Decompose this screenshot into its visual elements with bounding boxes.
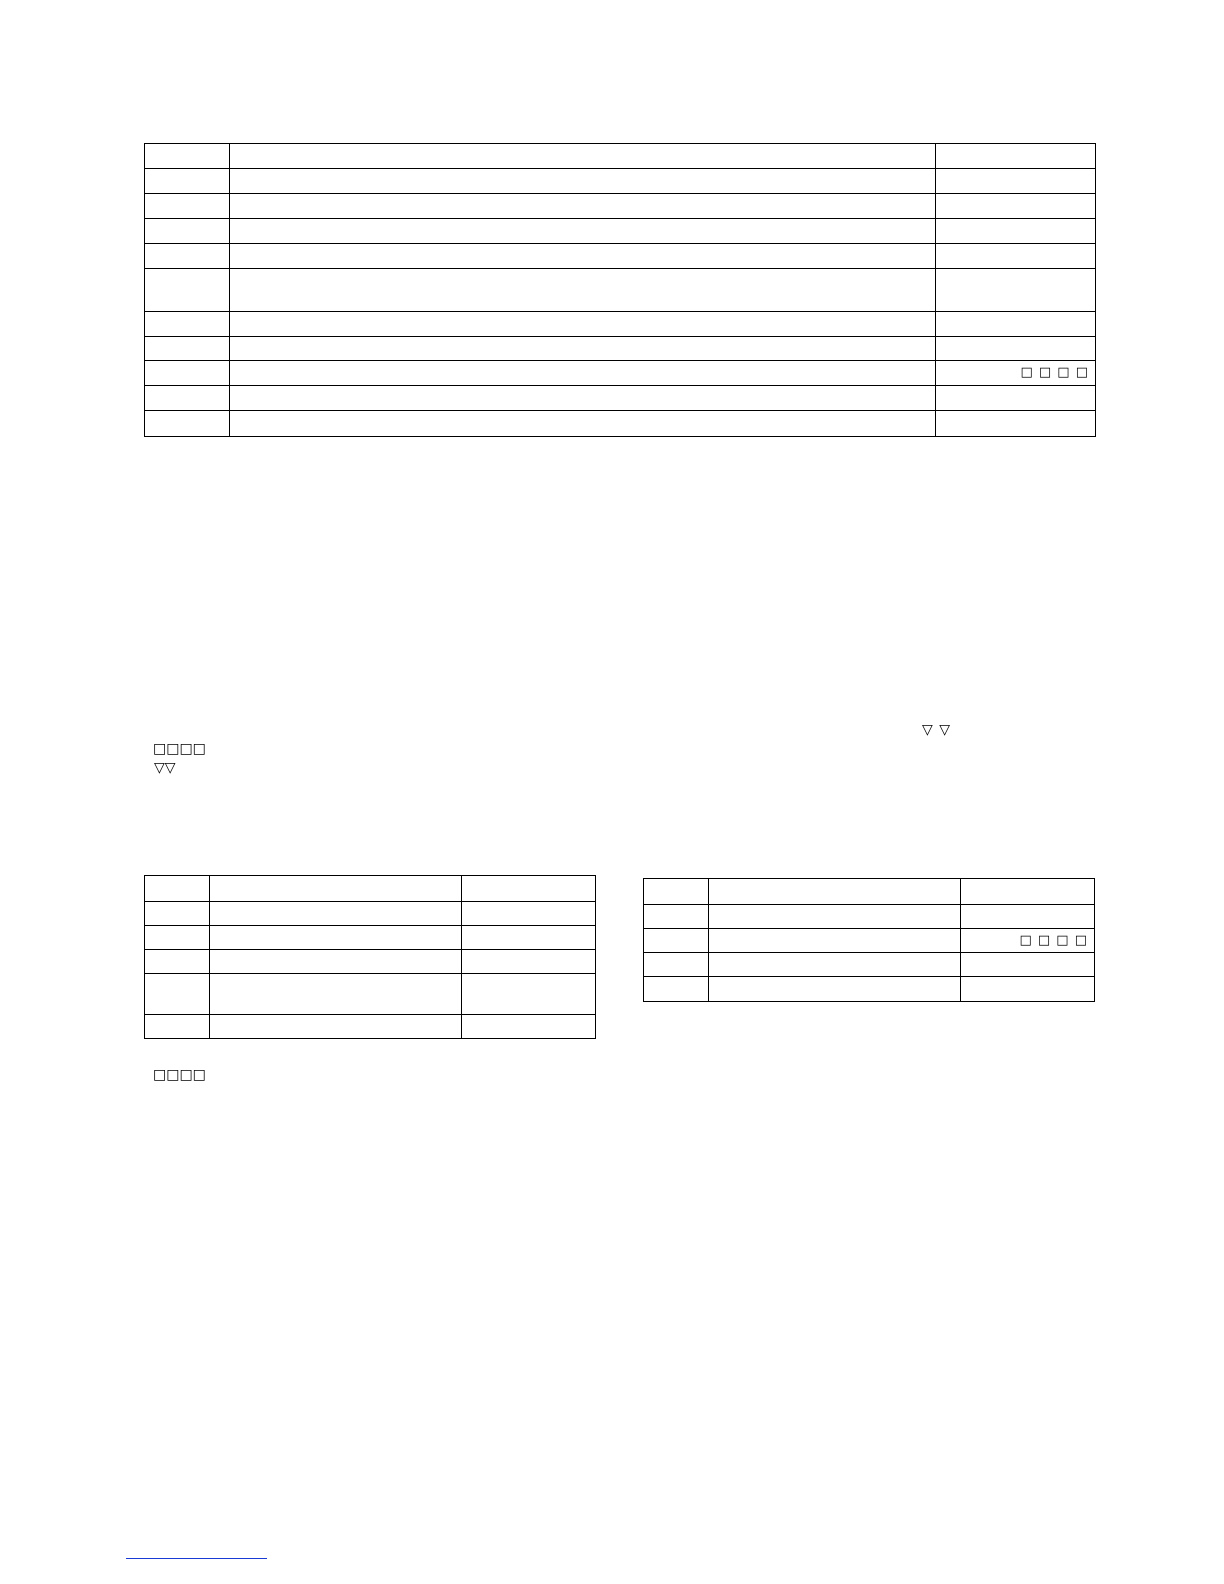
table-cell	[644, 929, 709, 953]
table-cell	[145, 974, 210, 1015]
footer-link-underline	[126, 1558, 267, 1559]
table-cell	[644, 879, 709, 905]
table-row	[145, 337, 1096, 361]
table-cell	[230, 194, 936, 219]
square-glyphs-cell: □ □ □ □	[961, 929, 1095, 953]
table-cell	[145, 1015, 210, 1039]
table-row	[145, 244, 1096, 269]
table-cell	[145, 269, 230, 312]
table-cell	[210, 974, 462, 1015]
table-cell	[145, 144, 230, 169]
table-cell	[230, 144, 936, 169]
table-cell	[462, 876, 596, 902]
table-cell	[961, 953, 1095, 977]
table-cell	[936, 337, 1096, 361]
table-row	[644, 977, 1095, 1002]
table-row	[644, 879, 1095, 905]
table-cell	[462, 902, 596, 926]
table-cell	[936, 194, 1096, 219]
table-cell	[644, 977, 709, 1002]
table-cell	[709, 929, 961, 953]
table-row	[145, 386, 1096, 411]
table-row	[644, 905, 1095, 929]
table-cell	[644, 905, 709, 929]
left-table	[144, 875, 596, 1039]
table-cell	[936, 144, 1096, 169]
table-cell	[210, 876, 462, 902]
table-cell	[936, 269, 1096, 312]
table-cell	[709, 977, 961, 1002]
table-cell	[709, 953, 961, 977]
table-cell	[230, 361, 936, 386]
triangle-marks-right: ▽ ▽	[922, 722, 951, 738]
table-cell	[145, 926, 210, 950]
table-row	[145, 926, 596, 950]
table-cell	[961, 905, 1095, 929]
table-cell	[145, 219, 230, 244]
table-cell	[145, 244, 230, 269]
table-cell	[230, 169, 936, 194]
table-cell	[145, 902, 210, 926]
table-cell	[709, 879, 961, 905]
table-cell	[462, 926, 596, 950]
table-row	[145, 144, 1096, 169]
triangle-marks-left: ▽▽	[154, 760, 176, 776]
table-cell	[145, 361, 230, 386]
table-cell	[936, 169, 1096, 194]
table-cell	[936, 411, 1096, 437]
table-cell	[936, 386, 1096, 411]
table-row	[145, 902, 596, 926]
table-cell	[210, 902, 462, 926]
table-row	[145, 312, 1096, 337]
square-glyphs-cell: □ □ □ □	[936, 361, 1096, 386]
table-cell	[230, 219, 936, 244]
table-cell	[230, 386, 936, 411]
table-cell	[230, 411, 936, 437]
table-row	[145, 169, 1096, 194]
table-cell	[145, 169, 230, 194]
table-row	[145, 876, 596, 902]
table-cell	[462, 1015, 596, 1039]
main-table	[144, 143, 1096, 437]
table-row	[145, 411, 1096, 437]
table-row	[145, 1015, 596, 1039]
table-cell	[936, 312, 1096, 337]
table-cell	[936, 244, 1096, 269]
table-row	[145, 219, 1096, 244]
table-cell	[145, 194, 230, 219]
table-cell	[462, 950, 596, 974]
table-row	[145, 974, 596, 1015]
table-cell	[145, 386, 230, 411]
table-cell	[709, 905, 961, 929]
table-row	[145, 269, 1096, 312]
table-cell	[210, 926, 462, 950]
table-cell	[230, 312, 936, 337]
table-row	[644, 929, 1095, 953]
table-cell	[145, 950, 210, 974]
table-cell	[961, 977, 1095, 1002]
table-cell	[230, 269, 936, 312]
table-cell	[644, 953, 709, 977]
table-cell	[145, 876, 210, 902]
table-cell	[145, 312, 230, 337]
table-cell	[210, 1015, 462, 1039]
table-cell	[145, 337, 230, 361]
table-row	[145, 361, 1096, 386]
table-cell	[145, 411, 230, 437]
square-marks-footnote: □□□□	[153, 1067, 206, 1083]
table-cell	[961, 879, 1095, 905]
table-cell	[936, 219, 1096, 244]
table-row	[145, 950, 596, 974]
table-cell	[230, 337, 936, 361]
table-cell	[210, 950, 462, 974]
table-cell	[230, 244, 936, 269]
table-cell	[462, 974, 596, 1015]
square-marks-left: □□□□	[153, 741, 206, 757]
right-table	[643, 878, 1095, 1002]
table-row	[145, 194, 1096, 219]
table-row	[644, 953, 1095, 977]
